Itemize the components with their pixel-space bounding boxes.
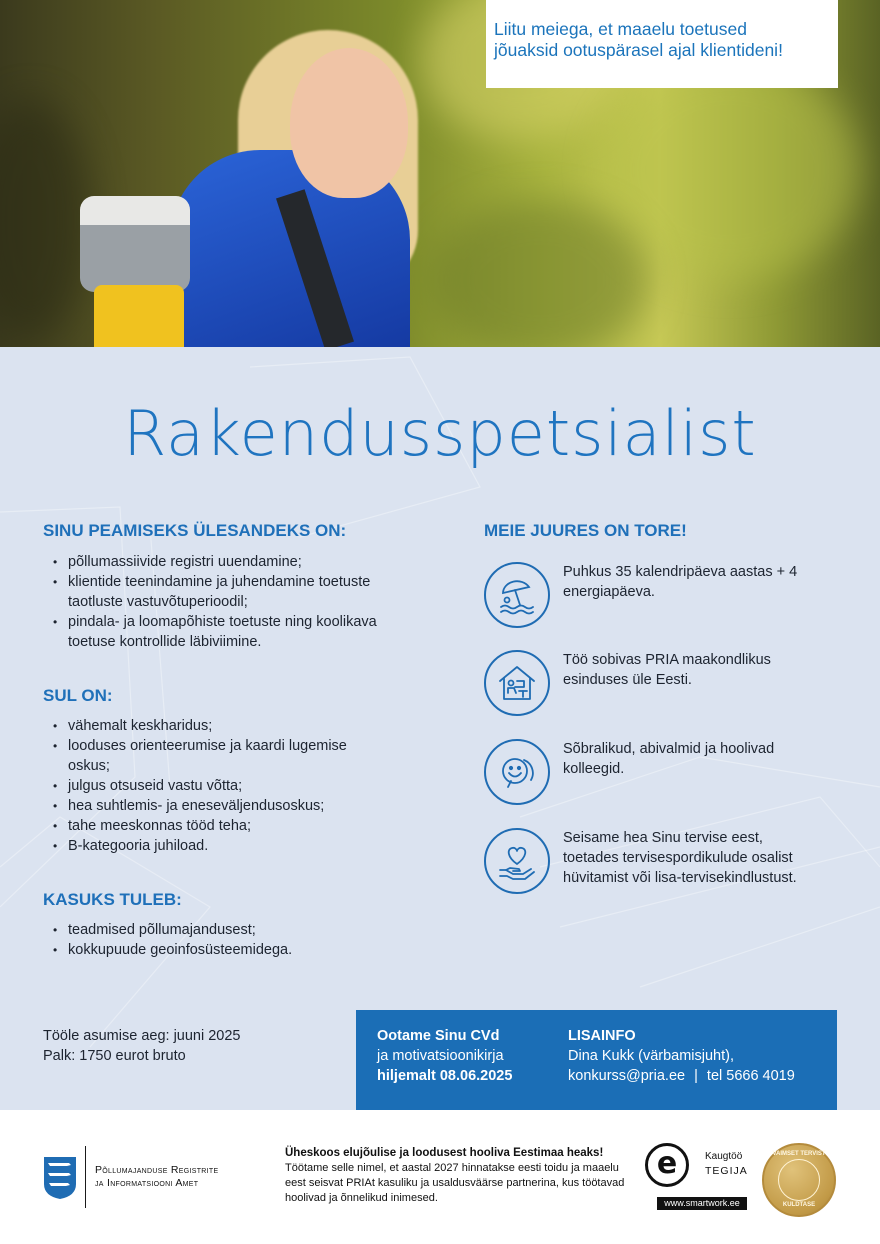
list-item: • hea suhtlemis- ja eneseväljendusoskus; (43, 796, 388, 816)
logo-divider (85, 1146, 86, 1208)
list-item: • julgus otsuseid vastu võtta; (43, 776, 388, 796)
contact-email[interactable]: konkurss@pria.ee (568, 1068, 686, 1084)
contact-phone[interactable]: tel 5666 4019 (706, 1068, 795, 1084)
list-item: • B-kategooria juhiload. (43, 836, 388, 856)
advantages-heading: KASUKS TULEB: (43, 890, 182, 909)
apply-line1: Ootame Sinu CVd (377, 1028, 500, 1044)
contact-heading: LISAINFO (568, 1028, 636, 1044)
organization-name (95, 1164, 218, 1190)
benefit-text: Puhkus 35 kalendripäeva aastas + 4 energiapäeva. (563, 564, 798, 600)
apply-line2: ja motivatsioonikirja (377, 1048, 504, 1064)
smartwork-line1: Kaugtöö (705, 1151, 743, 1162)
slogan-heading: Üheskoos elujõulise ja loodusest hooliva Eestimaa heaks! (285, 1147, 604, 1159)
heart-hand-icon (484, 828, 550, 894)
tasks-heading: SINU PEAMISEKS ÜLESANDEKS ON: (43, 521, 347, 540)
coat-of-arms-logo (43, 1156, 77, 1200)
advantages-list (43, 920, 423, 960)
beach-umbrella-icon (484, 562, 550, 628)
tagline-line1: Liitu meiega, et maaelu toetused (494, 19, 747, 39)
tasks-list (43, 552, 423, 652)
benefit-text: Töö sobivas PRIA maakondlikus esinduses üle Eesti. (563, 652, 771, 688)
contact-separator: | (694, 1068, 698, 1084)
hero-tagline (486, 0, 838, 88)
smile-chat-icon (484, 739, 550, 805)
slogan-text: Töötame selle nimel, et aastal 2027 hinnatakse eesti toidu ja maaelu eest seisvat PRIAt kasuliku ja usaldusväärse partnerina, kus töötavad hoolivad ja õnnelikud inimesed. (285, 1162, 625, 1204)
list-item: • pindala- ja loomapõhiste toetuste ning koolikava toetuse kontrollide läbiviimine. (43, 612, 423, 652)
org-line1: Põllumajanduse Registrite (95, 1164, 219, 1176)
list-item: • looduses orienteerumise ja kaardi lugemise oskus; (43, 736, 388, 776)
badge-portrait-icon (778, 1159, 820, 1201)
smartwork-logo (643, 1143, 753, 1211)
contact-person: Dina Kukk (värbamisjuht), (568, 1048, 734, 1064)
list-item: • klientide teenindamine ja juhendamine toetuste taotluste vastuvõtuperioodil; (43, 572, 423, 612)
requirements-heading: SUL ON: (43, 686, 113, 705)
list-item: • kokkupuude geoinfosüsteemidega. (43, 940, 423, 960)
start-date: Tööle asumise aeg: juuni 2025 (43, 1028, 241, 1044)
badge-top-text: VAIMSET TERVIST (772, 1151, 826, 1157)
apply-info (377, 1026, 512, 1086)
list-item: • vähemalt keskharidus; (43, 716, 388, 736)
benefits-heading: MEIE JUURES ON TORE! (484, 521, 687, 540)
org-line2: ja Informatsiooni Amet (95, 1177, 199, 1189)
list-item: • tahe meeskonnas tööd teha; (43, 816, 388, 836)
list-item: • põllumassiivide registri uuendamine; (43, 552, 423, 572)
slogan (285, 1146, 635, 1206)
tagline-line2: jõuaksid ootuspärasel ajal klientideni! (494, 40, 783, 60)
mental-health-gold-badge (762, 1143, 836, 1217)
apply-deadline: hiljemalt 08.06.2025 (377, 1068, 513, 1084)
job-info (43, 1026, 241, 1066)
smartwork-url: www.smartwork.ee (657, 1197, 747, 1210)
smartwork-e-icon: e (645, 1143, 689, 1187)
home-office-icon (484, 650, 550, 716)
person-face (290, 48, 408, 198)
benefit-text: Sõbralikud, abivalmid ja hoolivad kolleegid. (563, 741, 775, 777)
benefit-text: Seisame hea Sinu tervise eest, toetades tervisespordikulude osalist hüvitamist või lisa-tervisekindlustust. (563, 830, 797, 886)
requirements-list (43, 716, 388, 856)
contact-info (568, 1026, 795, 1086)
application-box (356, 1010, 837, 1110)
gps-device (80, 196, 190, 292)
badge-bottom-text: KULDTASE (782, 1202, 816, 1208)
backpack (94, 285, 184, 347)
salary: Palk: 1750 eurot bruto (43, 1048, 186, 1064)
smartwork-line2: TEGIJA (705, 1165, 748, 1177)
page-title: Rakendusspetsialist (123, 397, 757, 470)
list-item: • teadmised põllumajandusest; (43, 920, 423, 940)
